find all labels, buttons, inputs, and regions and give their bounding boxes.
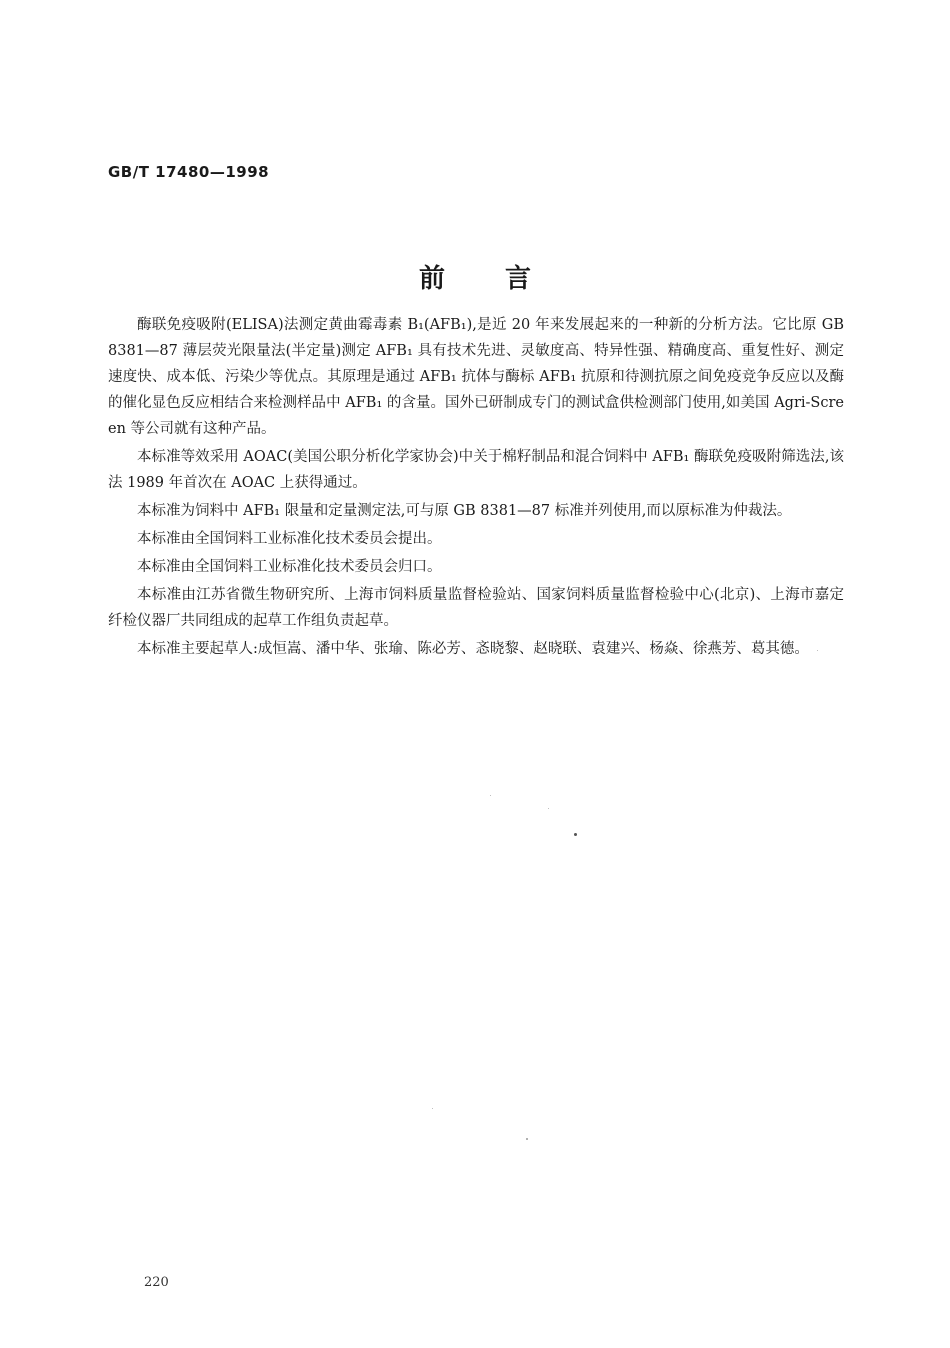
scan-speck <box>548 808 549 809</box>
paragraph-1: 酶联免疫吸附(ELISA)法测定黄曲霉毒素 B₁(AFB₁),是近 20 年来发展起来的一种新的分析方法。它比原 GB 8381—87 薄层荧光限量法(半定量)测定 AFB₁ 具有技术先进、灵敏度高、特异性强、精确度高、重复性好、测定速度快、成本低、污染少等优点。其原理是通过 AFB₁ 抗体与酶标 AFB₁ 抗原和待测抗原之间免疫竞争反应以及酶的催化显色反应相结合来检测样品中 AFB₁ 的含量。国外已研制成专门的测试盒供检测部门使用,如美国 Agri-Screen 等公司就有这种产品。 <box>108 317 844 437</box>
page-title: 前言 <box>418 264 591 294</box>
paragraph-6: 本标准由江苏省微生物研究所、上海市饲料质量监督检验站、国家饲料质量监督检验中心(北京)、上海市嘉定纤检仪器厂共同组成的起草工作组负责起草。 <box>108 587 844 629</box>
scan-speck <box>490 795 491 796</box>
paragraph-3: 本标准为饲料中 AFB₁ 限量和定量测定法,可与原 GB 8381—87 标准并列使用,而以原标准为仲裁法。 <box>137 503 792 519</box>
paragraph-7: 本标准主要起草人:成恒嵩、潘中华、张瑜、陈必芳、忞晓黎、赵晓联、袁建兴、杨焱、徐燕芳、葛其德。 <box>137 641 809 657</box>
scan-speck <box>817 650 818 651</box>
page-number: 220 <box>144 1275 169 1290</box>
paragraph-5: 本标准由全国饲料工业标准化技术委员会归口。 <box>137 559 442 575</box>
standard-code: GB/T 17480—1998 <box>108 163 270 181</box>
paragraph-4: 本标准由全国饲料工业标准化技术委员会提出。 <box>137 531 442 547</box>
scan-speck <box>574 833 577 836</box>
scan-speck <box>432 1108 433 1109</box>
foreword-body <box>108 312 844 664</box>
paragraph-2: 本标准等效采用 AOAC(美国公职分析化学家协会)中关于棉籽制品和混合饲料中 AFB₁ 酶联免疫吸附筛选法,该法 1989 年首次在 AOAC 上获得通过。 <box>108 449 844 491</box>
scan-speck <box>526 1138 528 1140</box>
